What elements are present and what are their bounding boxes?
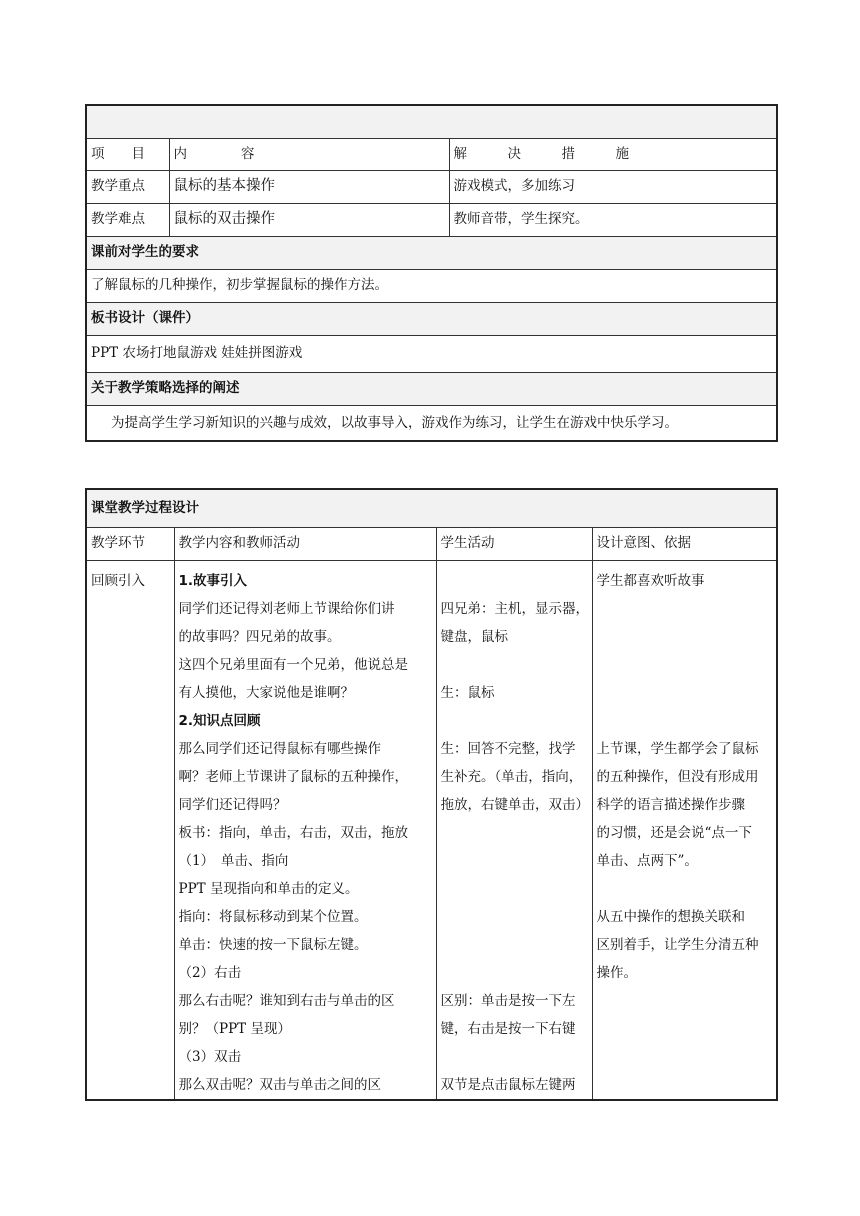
row-content: 鼠标的双击操作	[169, 203, 449, 236]
student-text-line	[441, 707, 588, 735]
table2-title: 课堂教学过程设计	[86, 489, 777, 527]
student-text-line: 键，右击是按一下右键	[440, 1020, 576, 1037]
intent-text-line	[597, 1015, 773, 1043]
student-text-line: 区别：单击是按一下左	[440, 992, 576, 1009]
intent-text-line	[597, 623, 773, 651]
intent-text-line	[597, 679, 773, 707]
teacher-subheading: 2.知识点回顾	[178, 712, 261, 729]
row-label: 教学重点	[86, 170, 169, 203]
teacher-text-line: 指向：将鼠标移动到某个位置。	[178, 908, 368, 925]
table1-header-row	[86, 138, 777, 170]
section-body-row	[86, 335, 777, 372]
header-student: 学生活动	[436, 527, 592, 560]
teacher-text-line: （1） 单击、指向	[178, 852, 289, 869]
table2-body-row	[86, 560, 777, 1100]
header-item: 项 目	[86, 138, 169, 170]
teacher-text-line: 那么右击呢？谁知到右击与单击的区	[178, 992, 395, 1009]
section-body: 为提高学生学习新知识的兴趣与成效，以故事导入，游戏作为练习，让学生在游戏中快乐学习。	[86, 405, 777, 441]
intent-text-line: 区别着手，让学生分清五种	[596, 936, 759, 953]
section-title-row	[86, 372, 777, 405]
student-text-line: 双节是点击鼠标左键两	[440, 1076, 576, 1093]
section-title-row	[86, 236, 777, 269]
intent-text-line: 的五种操作，但没有形成用	[596, 768, 759, 785]
student-text-line: 生：鼠标	[440, 684, 495, 701]
intent-text-line	[597, 707, 773, 735]
teacher-text-line: 同学们还记得吗？	[178, 796, 287, 813]
teacher-activity-cell	[174, 560, 436, 1100]
teacher-text-line: （3）双击	[178, 1048, 242, 1065]
teacher-text-line: （2）右击	[178, 964, 242, 981]
teacher-text-line: 那么双击呢？双击与单击之间的区	[178, 1076, 381, 1093]
intent-text-line	[597, 595, 773, 623]
teacher-text-line: 啊？老师上节课讲了鼠标的五种操作，	[178, 768, 408, 785]
table1-top-band	[86, 105, 777, 138]
table1-top-band-cell	[86, 105, 777, 138]
intent-text-line	[597, 1043, 773, 1071]
student-text-line	[441, 875, 588, 903]
table2-header-row	[86, 527, 777, 560]
teacher-subheading: 1.故事引入	[178, 572, 248, 589]
table1-row-difficulty	[86, 203, 777, 236]
student-text-line	[441, 959, 588, 987]
intent-text-line: 上节课，学生都学会了鼠标	[596, 740, 759, 757]
teacher-text-line: 的故事吗？四兄弟的故事。	[178, 628, 341, 645]
intent-text-line: 从五中操作的想换关联和	[596, 908, 745, 925]
intent-text-line: 单击、点两下”。	[596, 852, 698, 869]
table1-row-focus	[86, 170, 777, 203]
intent-text-line: 的习惯，还是会说“点一下	[596, 824, 752, 841]
teacher-text-line: 别？（PPT 呈现）	[178, 1020, 291, 1037]
student-text-line	[441, 567, 588, 595]
teacher-text-line: 这四个兄弟里面有一个兄弟，他说总是	[178, 656, 408, 673]
student-text-line	[441, 903, 588, 931]
teacher-text-line: 单击：快速的按一下鼠标左键。	[178, 936, 368, 953]
intent-text-line	[597, 1071, 773, 1099]
section-body-row	[86, 405, 777, 441]
intent-text-line	[597, 987, 773, 1015]
teacher-text-line: 那么同学们还记得鼠标有哪些操作	[178, 740, 381, 757]
section-body: 了解鼠标的几种操作，初步掌握鼠标的操作方法。	[86, 269, 777, 302]
teacher-text-line: 同学们还记得刘老师上节课给你们讲	[178, 600, 395, 617]
section-title: 板书设计（课件）	[86, 302, 777, 335]
row-label: 教学难点	[86, 203, 169, 236]
table2-title-row	[86, 489, 777, 527]
teacher-text-line: 有人摸他，大家说他是谁啊？	[178, 684, 354, 701]
student-text-line: 生：回答不完整，找学	[440, 740, 576, 757]
student-text-line: 生补充。（单击，指向，	[440, 768, 583, 785]
student-text-line	[441, 819, 588, 847]
design-intent-cell	[592, 560, 777, 1100]
section-title: 关于教学策略选择的阐述	[86, 372, 777, 405]
teaching-focus-table	[85, 104, 778, 442]
student-activity-cell	[436, 560, 592, 1100]
row-content: 鼠标的基本操作	[169, 170, 449, 203]
header-content: 内 容	[169, 138, 449, 170]
row-measure: 游戏模式，多加练习	[449, 170, 777, 203]
intent-text-line: 学生都喜欢听故事	[596, 572, 705, 589]
intent-text-line: 科学的语言描述操作步骤	[596, 796, 745, 813]
header-stage: 教学环节	[86, 527, 174, 560]
header-measure: 解 决 措 施	[449, 138, 777, 170]
row-measure: 教师音带，学生探究。	[449, 203, 777, 236]
section-body-row	[86, 269, 777, 302]
student-text-line: 拖放，右键单击，双击）	[440, 796, 589, 813]
stage-cell	[86, 560, 174, 1100]
student-text-line: 键盘，鼠标	[440, 628, 508, 645]
student-text-line	[441, 1043, 588, 1071]
intent-text-line	[597, 651, 773, 679]
header-intent: 设计意图、依据	[592, 527, 777, 560]
teacher-text-line: 板书：指向，单击，右击，双击，拖放	[178, 824, 408, 841]
teacher-text-line: PPT 呈现指向和单击的定义。	[178, 880, 359, 897]
section-body: PPT 农场打地鼠游戏 娃娃拼图游戏	[86, 335, 777, 372]
header-teacher: 教学内容和教师活动	[174, 527, 436, 560]
student-text-line: 四兄弟：主机，显示器，	[440, 600, 589, 617]
stage-label: 回顾引入	[91, 572, 145, 589]
student-text-line	[441, 931, 588, 959]
section-title-row	[86, 302, 777, 335]
lesson-process-table	[85, 488, 778, 1101]
intent-text-line	[597, 875, 773, 903]
student-text-line	[441, 651, 588, 679]
student-text-line	[441, 847, 588, 875]
intent-text-line: 操作。	[596, 964, 637, 981]
section-title: 课前对学生的要求	[86, 236, 777, 269]
